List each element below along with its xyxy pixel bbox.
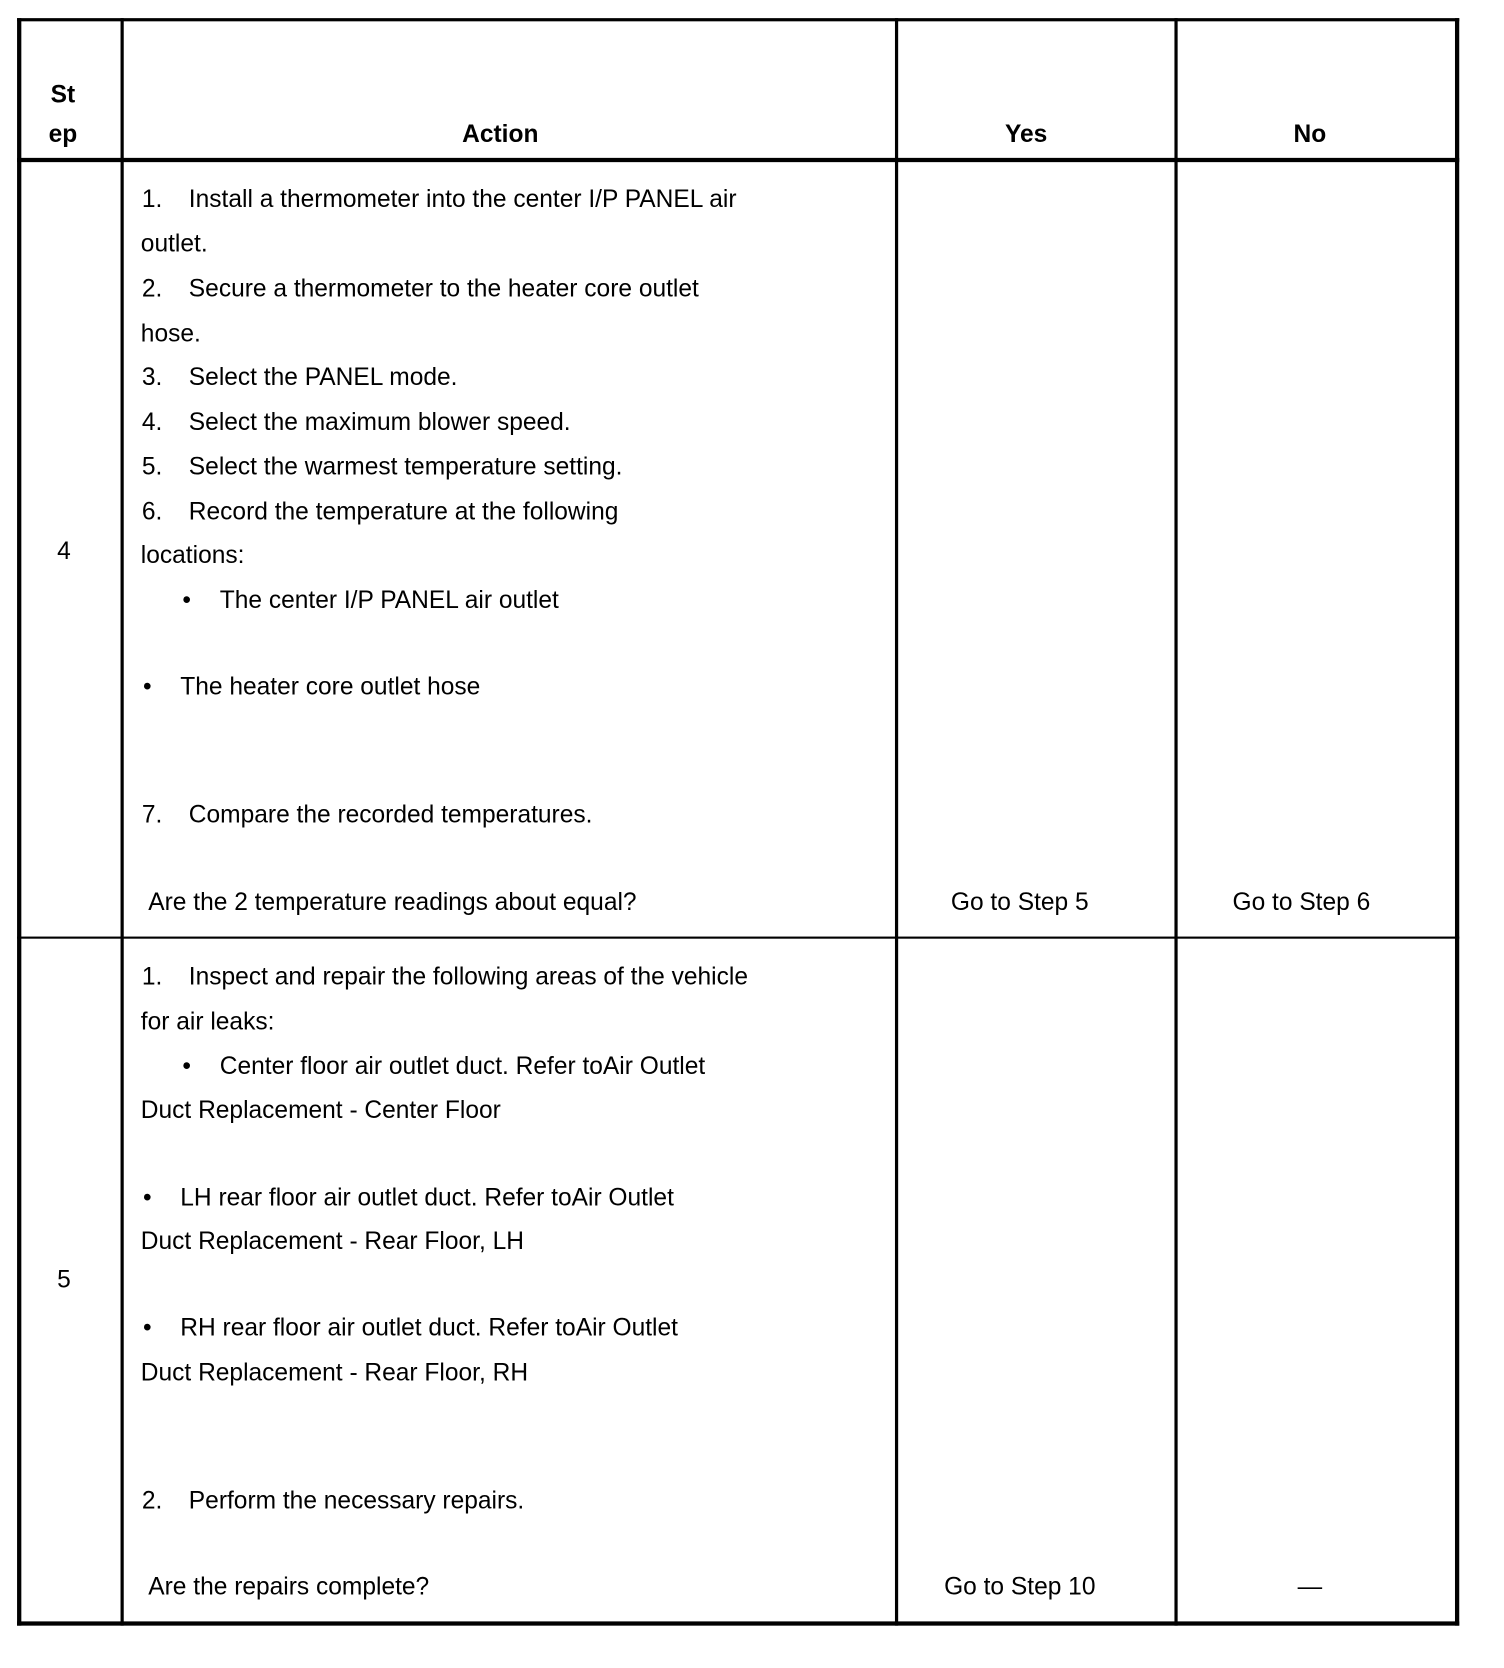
action-text: LH rear floor air outlet duct. Refer toAir Outlet	[180, 1182, 674, 1211]
list-number: 3.	[141, 362, 163, 391]
action-text: Select the warmest temperature setting.	[188, 452, 623, 481]
bullet-icon: •	[182, 1051, 192, 1080]
header-no: No	[1293, 119, 1327, 148]
action-text: Compare the recorded temperatures.	[188, 800, 593, 828]
action-text: Install a thermometer into the center I/P PANEL air	[188, 184, 737, 213]
header-step: ep	[48, 119, 78, 148]
action-text: Select the maximum blower speed.	[188, 407, 571, 436]
no-result: —	[1297, 1572, 1323, 1601]
action-text: The center I/P PANEL air outlet	[219, 585, 559, 614]
header-yes: Yes	[1005, 119, 1048, 148]
header-action: Action	[462, 119, 539, 148]
step-number: 4	[57, 536, 71, 565]
table-border-top	[17, 18, 1459, 21]
action-text: for air leaks:	[140, 1006, 275, 1035]
action-text: RH rear floor air outlet duct. Refer toAir Outlet	[180, 1313, 678, 1341]
list-number: 1.	[141, 184, 163, 213]
action-text: outlet.	[140, 229, 208, 258]
bullet-icon: •	[142, 672, 152, 700]
action-text: locations:	[140, 540, 245, 569]
action-text: The heater core outlet hose	[180, 672, 481, 700]
table-border-left	[17, 18, 21, 1626]
action-text: Duct Replacement - Rear Floor, RH	[140, 1357, 529, 1386]
table-border-right	[1455, 18, 1459, 1626]
bullet-icon: •	[142, 1182, 152, 1211]
list-number: 4.	[141, 407, 163, 436]
action-text: Perform the necessary repairs.	[188, 1485, 525, 1514]
action-text: Center floor air outlet duct. Refer toAir Outlet	[219, 1051, 706, 1080]
column-divider	[121, 18, 124, 1626]
header-divider	[17, 158, 1459, 162]
row-divider	[17, 937, 1459, 939]
action-text: hose.	[140, 318, 201, 347]
action-text: Duct Replacement - Center Floor	[140, 1095, 501, 1124]
yes-result: Go to Step 10	[944, 1572, 1096, 1601]
action-text: Record the temperature at the following	[188, 497, 619, 525]
list-number: 6.	[141, 497, 163, 525]
no-result: Go to Step 6	[1232, 887, 1371, 916]
question-text: Are the repairs complete?	[148, 1572, 430, 1601]
action-text: Select the PANEL mode.	[188, 362, 458, 391]
column-divider	[895, 18, 898, 1626]
table-border-bottom	[17, 1621, 1459, 1625]
action-text: Secure a thermometer to the heater core outlet	[188, 274, 699, 302]
action-text: Inspect and repair the following areas of the vehicle	[188, 962, 748, 990]
step-number: 5	[57, 1265, 71, 1293]
list-number: 7.	[141, 800, 163, 828]
list-number: 1.	[141, 962, 163, 990]
column-divider	[1174, 18, 1177, 1626]
list-number: 5.	[141, 452, 163, 481]
bullet-icon: •	[182, 585, 192, 614]
yes-result: Go to Step 5	[950, 887, 1089, 916]
list-number: 2.	[141, 274, 163, 302]
action-text: Duct Replacement - Rear Floor, LH	[140, 1226, 524, 1255]
question-text: Are the 2 temperature readings about equal?	[148, 887, 637, 916]
header-step: St	[50, 80, 76, 108]
bullet-icon: •	[142, 1313, 152, 1341]
list-number: 2.	[141, 1485, 163, 1514]
